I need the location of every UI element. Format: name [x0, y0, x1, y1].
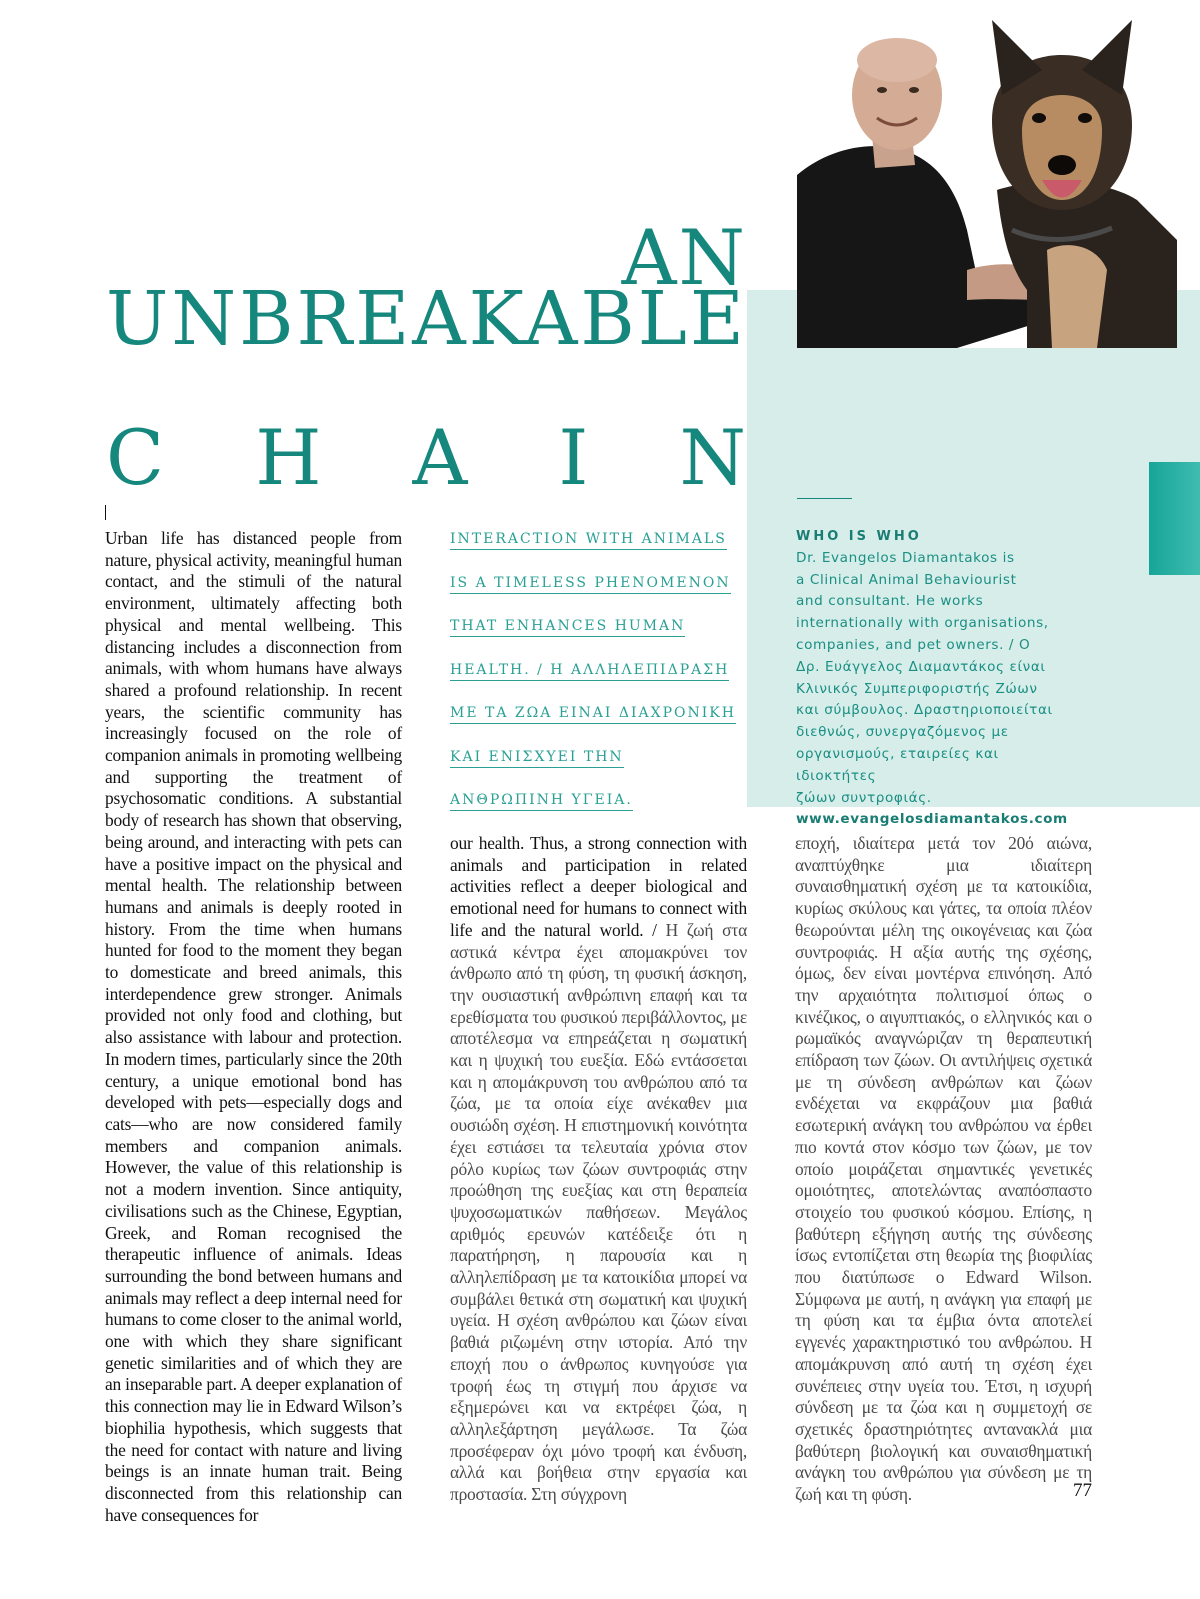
- portrait-photo-man-with-dog: [797, 0, 1177, 348]
- bio-line: διεθνώς, συνεργαζόμενος με: [796, 724, 1009, 741]
- greek-text-part2: εποχή, ιδιαίτερα μετά τον 20ό αιώνα, αναπτύχθηκε μια ιδιαίτερη συναισθηματική σχέση με τα κατοικίδια, κυρίως σκύλους και γάτες, τα οποία πλέον θεωρούνται μέλη της οικογένειας και ζώα συντροφιάς. Η αξία αυτής της σχέσης, όμως, δεν είναι μοντέρνα επινόηση. Από την αρχαιότητα πολιτισμοί όπως ο κινέζικος, ο αιγυπτιακός, ο ελληνικός και ο ρωμαϊκός αναγνώριζαν τη θεραπευτική επίδραση των ζώων. Οι αντιλήψεις σχετικά με τη σύνδεση ανθρώπων και ζώων ενδέχεται να εκφράζουν μια βαθιά εσωτερική ανάγκη του ανθρώπου να έρθει πιο κοντά στον κόσμο των ζώων, με τον οποίο μοιράζεται σημαντικές γενετικές ομοιότητες, αποτελώντας αναπόσπαστο στοιχείο του φυσικού κόσμου. Επίσης, η βαθύτερη εξήγηση αυτής της σύνδεσης ίσως εντοπίζεται στη θεωρία της βιοφιλίας που διατύπωσε ο Edward Wilson. Σύμφωνα με αυτή, η ανάγκη για επαφή με τη φύση και τα έμβια όντα αποτελεί εγγενές χαρακτηριστικό του ανθρώπου. Η απομάκρυνση από αυτή τη σχέση έχει συνέπειες στην υγεία του. Έτσι, η ισχυρή σύνδεση με τα ζώα και η συμμετοχή σε σχετικές δραστηριότητες αντανακλά μια βαθύτερη βιολογική και συναισθηματική ανάγκη του ανθρώπου για σύνδεση με τη ζωή και τη φύση.: [795, 833, 1092, 1505]
- teal-edge-strip: [1149, 462, 1200, 575]
- bio-line: και σύμβουλος. Δραστηριοποιείται: [796, 702, 1053, 719]
- photo-illustration: [797, 0, 1177, 348]
- title-letter: N: [679, 413, 748, 502]
- title-line-unbreakable: UNBREAKABLE: [106, 276, 747, 362]
- title-line-an: AN: [621, 213, 747, 302]
- pull-quote-line: HEALTH. / Η ΑΛΛΗΛΕΠΙΔΡΑΣΗ: [450, 655, 750, 699]
- website-link[interactable]: www.evangelosdiamantakos.com: [796, 811, 1068, 828]
- who-is-who-box: [796, 526, 1066, 831]
- text-start-rule: [105, 505, 106, 520]
- title-line-chain: [106, 413, 748, 502]
- english-text-part2: our health. Thus, a strong connection with animals and participation in related activities reflect a deeper biological and emotional need for humans to connect with life and the natural world. /: [450, 833, 747, 940]
- pull-quote-line: INTERACTION WITH ANIMALS: [450, 524, 750, 568]
- who-is-who-rule: [797, 498, 852, 499]
- who-is-who-heading: WHO IS WHO: [796, 529, 922, 544]
- page-number: 77: [1073, 1480, 1092, 1501]
- pull-quote: [450, 524, 750, 829]
- pull-quote-line: THAT ENHANCES HUMAN: [450, 611, 750, 655]
- bio-line: Κλινικός Συμπεριφοριστής Ζώων: [796, 680, 1038, 697]
- greek-text-part1: Η ζωή στα αστικά κέντρα έχει απομακρύνει τον άνθρωπο από τη φύση, τη φυσική άσκηση, την ουσιαστική ανθρώπινη επαφή και τα ερεθίσματα του φυσικού περιβάλλοντος, με αποτέλεσμα να επηρεάζεται η σωματική και η ψυχική του ευεξία. Εδώ εντάσσεται και η απομάκρυνση του ανθρώπου από τα ζώα, με τα οποία είχε ανέκαθεν μια ουσιώδη σχέση. Η επιστημονική κοινότητα έχει εστιάσει τα τελευταία χρόνια στον ρόλο κυρίως των ζώων συντροφιάς στην προώθηση της ευεξίας και στη θεραπεία ψυχοσωματικών παθήσεων. Μεγάλος αριθμός ερευνών κατέδειξε ότι η παρατήρηση, η παρουσία και η αλληλεπίδραση με τα κατοικίδια μπορεί να συμβάλει θετικά στη σωματική και ψυχική υγεία. Η σχέση ανθρώπου και ζώων είναι βαθιά ριζωμένη στην ιστορία. Από την εποχή που ο άνθρωπος κυνηγούσε για τροφή έως τη στιγμή που άρχισε να εξημερώνει και να εκτρέφει ζώα, η αλληλεξάρτηση μεγάλωσε. Τα ζώα προσέφεραν όχι μόνο τροφή και ένδυση, αλλά και βοήθεια στην εργασία και προστασία. Στη σύγχρονη: [450, 919, 747, 1505]
- bio-line: Dr. Evangelos Diamantakos is: [796, 549, 1015, 566]
- title-letter: C: [106, 413, 167, 502]
- bio-line: Δρ. Ευάγγελος Διαμαντάκος είναι: [796, 658, 1046, 675]
- body-column-2: [450, 833, 747, 1506]
- title-letter: I: [558, 413, 591, 502]
- pull-quote-line: ΚΑΙ ΕΝΙΣΧΥΕΙ ΤΗΝ: [450, 742, 750, 786]
- body-column-1: [105, 528, 402, 1526]
- bio-line: a Clinical Animal Behaviourist: [796, 571, 1017, 588]
- english-text-part1: Urban life has distanced people from nature, physical activity, meaningful human contact, and the stimuli of the natural environment, ultimately affecting both physical and mental wellbeing. This distancing includes a disconnection from animals, with whom humans have always shared a profound relationship. In recent years, the scientific community has increasingly focused on the role of companion animals in promoting wellbeing and supporting the treatment of psychosomatic conditions. A substantial body of research has shown that observing, being around, and interacting with pets can have a positive impact on the physical and mental health. The relationship between humans and animals is deeply rooted in history. From the time when humans hunted for food to the moment they began to domesticate and breed animals, this interdependence grew stronger. Animals provided not only food and clothing, but also assistance with labour and protection. In modern times, particularly since the 20th century, a unique emotional bond has developed with pets—especially dogs and cats—who are now considered family members and companion animals. However, the value of this relationship is not a modern invention. Since antiquity, civilisations such as the Chinese, Egyptian, Greek, and Roman recognised the therapeutic influence of animals. Ideas surrounding the bond between humans and animals may reflect a deep internal need for humans to come closer to the animal world, one with which they share significant genetic similarities and of which they are an inseparable part. A deeper explanation of this connection may lie in Edward Wilson’s biophilia hypothesis, which suggests that the need for contact with nature and living beings is an innate human trait. Being disconnected from this relationship can have consequences for: [105, 528, 402, 1525]
- title-letter: H: [255, 413, 324, 502]
- body-column-3: [795, 833, 1092, 1506]
- bio-line: companies, and pet owners. / Ο: [796, 636, 1031, 653]
- bio-line: οργανισμούς, εταιρείες και ιδιοκτήτες: [796, 745, 999, 784]
- title-letter: A: [412, 413, 470, 502]
- bio-line: ζώων συντροφιάς.: [796, 789, 932, 806]
- bio-line: internationally with organisations,: [796, 615, 1049, 632]
- pull-quote-line: ΜΕ ΤΑ ΖΩΑ ΕΙΝΑΙ ΔΙΑΧΡΟΝΙΚΗ: [450, 698, 750, 742]
- bio-line: and consultant. He works: [796, 593, 984, 610]
- pull-quote-line: IS A TIMELESS PHENOMENON: [450, 568, 750, 612]
- pull-quote-line: ΑΝΘΡΩΠΙΝΗ ΥΓΕΙΑ.: [450, 785, 750, 829]
